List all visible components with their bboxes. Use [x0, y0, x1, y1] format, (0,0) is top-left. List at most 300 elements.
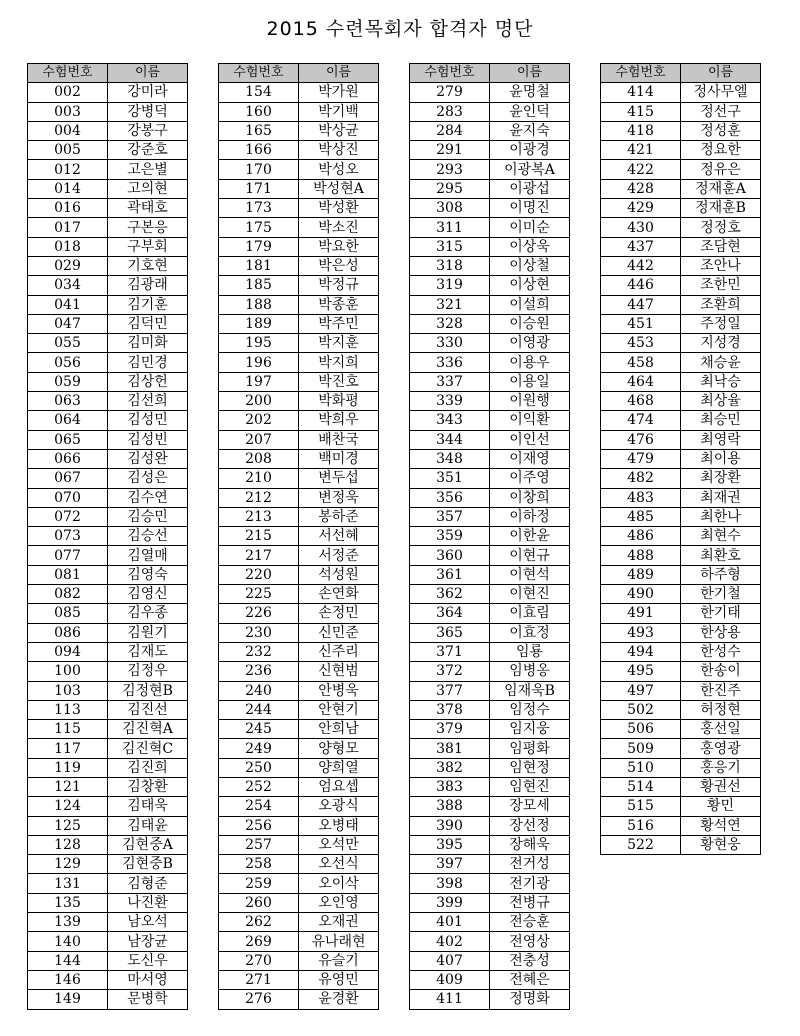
- exam-number-cell: 453: [601, 334, 681, 353]
- exam-number-cell: 308: [410, 199, 490, 218]
- exam-number-cell: 311: [410, 218, 490, 237]
- name-cell: 남장균: [108, 932, 188, 951]
- table-row: [601, 102, 761, 121]
- name-cell: 최상율: [681, 392, 761, 411]
- name-cell: 한성수: [681, 642, 761, 661]
- exam-number-cell: 488: [601, 546, 681, 565]
- table-row: [601, 160, 761, 179]
- table-row: [410, 102, 570, 121]
- exam-number-cell: 360: [410, 546, 490, 565]
- name-cell: 이현진: [490, 585, 570, 604]
- table-row: [28, 855, 188, 874]
- name-cell: 박기백: [299, 102, 379, 121]
- name-cell: 이용우: [490, 353, 570, 372]
- table-row: [28, 662, 188, 681]
- exam-number-cell: 179: [219, 237, 299, 256]
- exam-number-cell: 485: [601, 507, 681, 526]
- table-row: [410, 218, 570, 237]
- name-cell: 홍영광: [681, 739, 761, 758]
- exam-number-cell: 131: [28, 874, 108, 893]
- table-row: [28, 642, 188, 661]
- exam-number-cell: 249: [219, 739, 299, 758]
- table-row: [28, 430, 188, 449]
- table-row: [410, 758, 570, 777]
- exam-number-cell: 144: [28, 951, 108, 970]
- table-row: [410, 623, 570, 642]
- table-row: [601, 353, 761, 372]
- table-row: [219, 449, 379, 468]
- name-cell: 유나래현: [299, 932, 379, 951]
- name-cell: 변두섭: [299, 469, 379, 488]
- name-cell: 전거성: [490, 855, 570, 874]
- table-row: [28, 102, 188, 121]
- exam-number-cell: 113: [28, 700, 108, 719]
- table-row: [219, 411, 379, 430]
- table-row: [601, 623, 761, 642]
- exam-number-cell: 293: [410, 160, 490, 179]
- exam-number-cell: 486: [601, 527, 681, 546]
- table-row: [28, 237, 188, 256]
- table-row: [219, 777, 379, 796]
- name-cell: 박성현A: [299, 179, 379, 198]
- name-cell: 윤지숙: [490, 121, 570, 140]
- name-cell: 김현중A: [108, 835, 188, 854]
- name-cell: 김민경: [108, 353, 188, 372]
- table-row: [410, 276, 570, 295]
- name-cell: 강미라: [108, 83, 188, 102]
- exam-number-cell: 502: [601, 700, 681, 719]
- table-row: [601, 642, 761, 661]
- exam-number-cell: 382: [410, 758, 490, 777]
- table-row: [219, 430, 379, 449]
- exam-number-cell: 284: [410, 121, 490, 140]
- exam-number-cell: 258: [219, 855, 299, 874]
- exam-number-cell: 124: [28, 797, 108, 816]
- exam-number-cell: 056: [28, 353, 108, 372]
- exam-number-cell: 409: [410, 970, 490, 989]
- name-cell: 박은성: [299, 256, 379, 275]
- table-row: [28, 83, 188, 102]
- name-cell: 이명진: [490, 199, 570, 218]
- exam-number-cell: 494: [601, 642, 681, 661]
- name-cell: 지성경: [681, 334, 761, 353]
- name-cell: 김재도: [108, 642, 188, 661]
- table-row: [219, 565, 379, 584]
- exam-number-cell: 364: [410, 604, 490, 623]
- table-row: [219, 83, 379, 102]
- name-cell: 임룡: [490, 642, 570, 661]
- table-row: [28, 314, 188, 333]
- exam-number-cell: 359: [410, 527, 490, 546]
- table-row: [219, 256, 379, 275]
- name-cell: 문병학: [108, 990, 188, 1009]
- name-cell: 전혜은: [490, 970, 570, 989]
- roster-table: [27, 63, 188, 1010]
- name-cell: 이용일: [490, 372, 570, 391]
- header-name: 이름: [681, 64, 761, 83]
- table-row: [219, 970, 379, 989]
- name-cell: 김영신: [108, 585, 188, 604]
- name-cell: 전병규: [490, 893, 570, 912]
- table-row: [601, 758, 761, 777]
- exam-number-cell: 197: [219, 372, 299, 391]
- exam-number-cell: 041: [28, 295, 108, 314]
- exam-number-cell: 220: [219, 565, 299, 584]
- table-row: [601, 507, 761, 526]
- exam-number-cell: 175: [219, 218, 299, 237]
- table-row: [410, 469, 570, 488]
- roster-table: [600, 63, 761, 855]
- name-cell: 이현석: [490, 565, 570, 584]
- exam-number-cell: 343: [410, 411, 490, 430]
- name-cell: 정재훈A: [681, 179, 761, 198]
- name-cell: 최낙승: [681, 372, 761, 391]
- exam-number-cell: 188: [219, 295, 299, 314]
- name-cell: 최영락: [681, 430, 761, 449]
- name-cell: 김미화: [108, 334, 188, 353]
- table-row: [410, 739, 570, 758]
- header-number: 수험번호: [28, 64, 108, 83]
- name-cell: 구부회: [108, 237, 188, 256]
- exam-number-cell: 279: [410, 83, 490, 102]
- exam-number-cell: 397: [410, 855, 490, 874]
- name-cell: 임병옹: [490, 662, 570, 681]
- exam-number-cell: 115: [28, 720, 108, 739]
- table-row: [410, 353, 570, 372]
- name-cell: 윤경환: [299, 990, 379, 1009]
- exam-number-cell: 017: [28, 218, 108, 237]
- table-row: [219, 893, 379, 912]
- exam-number-cell: 077: [28, 546, 108, 565]
- table-row: [28, 121, 188, 140]
- exam-number-cell: 493: [601, 623, 681, 642]
- exam-number-cell: 081: [28, 565, 108, 584]
- name-cell: 김정우: [108, 662, 188, 681]
- table-row: [601, 237, 761, 256]
- name-cell: 조환희: [681, 295, 761, 314]
- name-cell: 박성환: [299, 199, 379, 218]
- exam-number-cell: 291: [410, 141, 490, 160]
- exam-number-cell: 100: [28, 662, 108, 681]
- table-row: [219, 179, 379, 198]
- name-cell: 박종훈: [299, 295, 379, 314]
- name-cell: 오인영: [299, 893, 379, 912]
- name-cell: 김승선: [108, 527, 188, 546]
- name-cell: 강봉구: [108, 121, 188, 140]
- exam-number-cell: 522: [601, 835, 681, 854]
- name-cell: 허정현: [681, 700, 761, 719]
- name-cell: 이효림: [490, 604, 570, 623]
- exam-number-cell: 103: [28, 681, 108, 700]
- table-row: [601, 546, 761, 565]
- name-cell: 윤인덕: [490, 102, 570, 121]
- exam-number-cell: 003: [28, 102, 108, 121]
- exam-number-cell: 154: [219, 83, 299, 102]
- name-cell: 도신우: [108, 951, 188, 970]
- table-row: [410, 604, 570, 623]
- table-row: [601, 777, 761, 796]
- exam-number-cell: 004: [28, 121, 108, 140]
- name-cell: 김창환: [108, 777, 188, 796]
- name-cell: 황민: [681, 797, 761, 816]
- exam-number-cell: 283: [410, 102, 490, 121]
- exam-number-cell: 357: [410, 507, 490, 526]
- exam-number-cell: 490: [601, 585, 681, 604]
- table-row: [219, 314, 379, 333]
- exam-number-cell: 270: [219, 951, 299, 970]
- name-cell: 최환호: [681, 546, 761, 565]
- table-row: [410, 700, 570, 719]
- table-row: [601, 334, 761, 353]
- table-row: [219, 237, 379, 256]
- name-cell: 박주민: [299, 314, 379, 333]
- exam-number-cell: 379: [410, 720, 490, 739]
- exam-number-cell: 171: [219, 179, 299, 198]
- name-cell: 유슬기: [299, 951, 379, 970]
- table-row: [28, 604, 188, 623]
- name-cell: 장선정: [490, 816, 570, 835]
- exam-number-cell: 383: [410, 777, 490, 796]
- name-cell: 김우종: [108, 604, 188, 623]
- name-cell: 유영민: [299, 970, 379, 989]
- table-row: [601, 604, 761, 623]
- name-cell: 정유은: [681, 160, 761, 179]
- name-cell: 안희남: [299, 720, 379, 739]
- name-cell: 이상현: [490, 276, 570, 295]
- name-cell: 김영숙: [108, 565, 188, 584]
- exam-number-cell: 213: [219, 507, 299, 526]
- table-row: [219, 527, 379, 546]
- exam-number-cell: 225: [219, 585, 299, 604]
- table-row: [28, 739, 188, 758]
- exam-number-cell: 215: [219, 527, 299, 546]
- name-cell: 기호현: [108, 256, 188, 275]
- table-row: [410, 256, 570, 275]
- exam-number-cell: 356: [410, 488, 490, 507]
- name-cell: 오병태: [299, 816, 379, 835]
- table-row: [410, 913, 570, 932]
- name-cell: 홍응기: [681, 758, 761, 777]
- name-cell: 고의현: [108, 179, 188, 198]
- name-cell: 정재훈B: [681, 199, 761, 218]
- name-cell: 김성민: [108, 411, 188, 430]
- table-row: [28, 295, 188, 314]
- exam-number-cell: 402: [410, 932, 490, 951]
- exam-number-cell: 066: [28, 449, 108, 468]
- exam-number-cell: 250: [219, 758, 299, 777]
- name-cell: 오이삭: [299, 874, 379, 893]
- table-row: [28, 411, 188, 430]
- name-cell: 김정현B: [108, 681, 188, 700]
- table-row: [410, 797, 570, 816]
- exam-number-cell: 516: [601, 816, 681, 835]
- table-row: [219, 932, 379, 951]
- exam-number-cell: 082: [28, 585, 108, 604]
- exam-number-cell: 094: [28, 642, 108, 661]
- table-row: [28, 141, 188, 160]
- exam-number-cell: 212: [219, 488, 299, 507]
- name-cell: 정선구: [681, 102, 761, 121]
- exam-number-cell: 458: [601, 353, 681, 372]
- header-number: 수험번호: [219, 64, 299, 83]
- name-cell: 황석연: [681, 816, 761, 835]
- table-row: [219, 334, 379, 353]
- name-cell: 박지훈: [299, 334, 379, 353]
- name-cell: 주정일: [681, 314, 761, 333]
- exam-number-cell: 318: [410, 256, 490, 275]
- name-cell: 서선혜: [299, 527, 379, 546]
- name-cell: 최장환: [681, 469, 761, 488]
- name-cell: 채승윤: [681, 353, 761, 372]
- exam-number-cell: 210: [219, 469, 299, 488]
- header-name: 이름: [490, 64, 570, 83]
- exam-number-cell: 173: [219, 199, 299, 218]
- exam-number-cell: 135: [28, 893, 108, 912]
- exam-number-cell: 361: [410, 565, 490, 584]
- name-cell: 김광래: [108, 276, 188, 295]
- name-cell: 나진환: [108, 893, 188, 912]
- exam-number-cell: 117: [28, 739, 108, 758]
- table-row: [219, 623, 379, 642]
- table-row: [410, 951, 570, 970]
- name-cell: 김진선: [108, 700, 188, 719]
- name-cell: 김성완: [108, 449, 188, 468]
- table-row: [28, 256, 188, 275]
- table-row: [28, 951, 188, 970]
- table-row: [219, 372, 379, 391]
- table-row: [219, 662, 379, 681]
- name-cell: 홍선일: [681, 720, 761, 739]
- table-row: [410, 662, 570, 681]
- name-cell: 임정수: [490, 700, 570, 719]
- table-row: [28, 913, 188, 932]
- table-row: [601, 488, 761, 507]
- name-cell: 이효정: [490, 623, 570, 642]
- name-cell: 이설희: [490, 295, 570, 314]
- table-row: [410, 546, 570, 565]
- exam-number-cell: 362: [410, 585, 490, 604]
- roster-table: [409, 63, 570, 1010]
- table-row: [28, 777, 188, 796]
- name-cell: 이인선: [490, 430, 570, 449]
- exam-number-cell: 446: [601, 276, 681, 295]
- table-row: [410, 488, 570, 507]
- exam-number-cell: 489: [601, 565, 681, 584]
- table-row: [219, 604, 379, 623]
- table-row: [601, 816, 761, 835]
- name-cell: 이한윤: [490, 527, 570, 546]
- table-row: [28, 565, 188, 584]
- name-cell: 양희열: [299, 758, 379, 777]
- name-cell: 변정욱: [299, 488, 379, 507]
- header-number: 수험번호: [410, 64, 490, 83]
- name-cell: 박소진: [299, 218, 379, 237]
- exam-number-cell: 381: [410, 739, 490, 758]
- exam-number-cell: 189: [219, 314, 299, 333]
- name-cell: 오재권: [299, 913, 379, 932]
- table-row: [219, 199, 379, 218]
- name-cell: 김수연: [108, 488, 188, 507]
- table-row: [219, 855, 379, 874]
- name-cell: 마서영: [108, 970, 188, 989]
- table-row: [601, 700, 761, 719]
- table-row: [410, 372, 570, 391]
- exam-number-cell: 339: [410, 392, 490, 411]
- name-cell: 박희우: [299, 411, 379, 430]
- name-cell: 신민준: [299, 623, 379, 642]
- exam-number-cell: 479: [601, 449, 681, 468]
- name-cell: 손연화: [299, 585, 379, 604]
- exam-number-cell: 399: [410, 893, 490, 912]
- name-cell: 고은별: [108, 160, 188, 179]
- roster-column-3: [409, 63, 570, 1010]
- name-cell: 김선희: [108, 392, 188, 411]
- name-cell: 김진희: [108, 758, 188, 777]
- table-row: [219, 392, 379, 411]
- name-cell: 봉하준: [299, 507, 379, 526]
- name-cell: 서정준: [299, 546, 379, 565]
- exam-number-cell: 166: [219, 141, 299, 160]
- exam-number-cell: 482: [601, 469, 681, 488]
- exam-number-cell: 372: [410, 662, 490, 681]
- table-row: [410, 874, 570, 893]
- table-row: [601, 392, 761, 411]
- exam-number-cell: 005: [28, 141, 108, 160]
- table-row: [28, 353, 188, 372]
- exam-number-cell: 073: [28, 527, 108, 546]
- exam-number-cell: 491: [601, 604, 681, 623]
- name-cell: 양형모: [299, 739, 379, 758]
- name-cell: 김태욱: [108, 797, 188, 816]
- table-row: [410, 237, 570, 256]
- table-row: [410, 179, 570, 198]
- exam-number-cell: 252: [219, 777, 299, 796]
- exam-number-cell: 365: [410, 623, 490, 642]
- table-row: [28, 585, 188, 604]
- exam-number-cell: 139: [28, 913, 108, 932]
- exam-number-cell: 411: [410, 990, 490, 1009]
- table-row: [219, 797, 379, 816]
- exam-number-cell: 371: [410, 642, 490, 661]
- exam-number-cell: 002: [28, 83, 108, 102]
- table-row: [219, 353, 379, 372]
- exam-number-cell: 070: [28, 488, 108, 507]
- table-row: [219, 295, 379, 314]
- table-row: [410, 449, 570, 468]
- exam-number-cell: 086: [28, 623, 108, 642]
- table-row: [601, 835, 761, 854]
- exam-number-cell: 149: [28, 990, 108, 1009]
- table-row: [28, 218, 188, 237]
- name-cell: 김원기: [108, 623, 188, 642]
- name-cell: 엄요셉: [299, 777, 379, 796]
- table-row: [410, 141, 570, 160]
- table-row: [219, 507, 379, 526]
- table-row: [601, 739, 761, 758]
- exam-number-cell: 447: [601, 295, 681, 314]
- table-row: [410, 199, 570, 218]
- name-cell: 이익환: [490, 411, 570, 430]
- name-cell: 김덕민: [108, 314, 188, 333]
- roster-column-4: [600, 63, 761, 855]
- table-row: [410, 83, 570, 102]
- exam-number-cell: 276: [219, 990, 299, 1009]
- table-row: [219, 546, 379, 565]
- name-cell: 오석만: [299, 835, 379, 854]
- exam-number-cell: 202: [219, 411, 299, 430]
- exam-number-cell: 295: [410, 179, 490, 198]
- name-cell: 이원행: [490, 392, 570, 411]
